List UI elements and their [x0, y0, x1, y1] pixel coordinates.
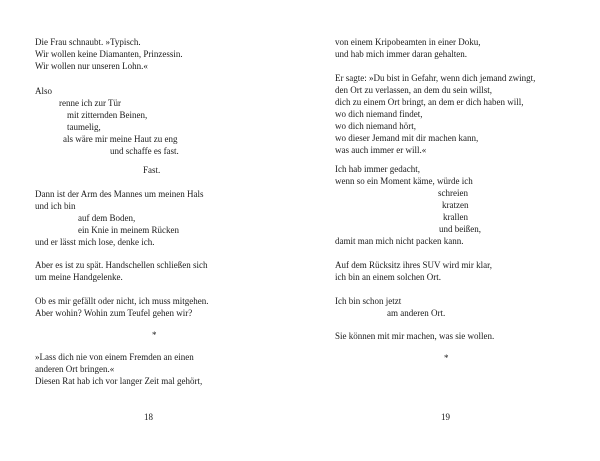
- text-line: Ich hab immer gedacht,: [335, 164, 420, 174]
- text-line: Auf dem Rücksitz ihres SUV wird mir klar,: [335, 260, 492, 270]
- text-line: den Ort zu verlassen, an dem du sein willst,: [335, 85, 492, 95]
- text-line: Dann ist der Arm des Mannes um meinen Hals: [35, 189, 204, 199]
- text-line: um meine Handgelenke.: [35, 272, 123, 282]
- text-line: Fast.: [143, 165, 161, 175]
- text-line: am anderen Ort.: [387, 308, 446, 318]
- text-line: Sie können mit mir machen, was sie wollen.: [335, 331, 495, 341]
- text-line: kratzen: [442, 200, 469, 210]
- section-break-asterisk: *: [152, 330, 157, 340]
- page-number: 18: [144, 412, 153, 422]
- text-line: was auch immer er will.«: [335, 145, 427, 155]
- text-line: und schaffe es fast.: [110, 146, 179, 156]
- text-line: Wir wollen nur unseren Lohn.«: [35, 61, 148, 71]
- section-break-asterisk: *: [444, 353, 449, 363]
- text-line: wo dich niemand hört,: [335, 121, 416, 131]
- text-line: Aber wohin? Wohin zum Teufel gehen wir?: [35, 308, 193, 318]
- text-line: anderen Ort bringen.«: [35, 364, 115, 374]
- text-line: Ich bin schon jetzt: [335, 296, 402, 306]
- text-line: auf dem Boden,: [78, 213, 136, 223]
- text-line: taumelig,: [67, 122, 101, 132]
- text-line: wenn so ein Moment käme, würde ich: [335, 176, 473, 186]
- text-line: und hab mich immer daran gehalten.: [335, 49, 467, 59]
- text-line: Ob es mir gefällt oder nicht, ich muss mitgehen.: [35, 296, 209, 306]
- text-line: ich bin an einem solchen Ort.: [335, 272, 441, 282]
- right-page: [300, 0, 600, 461]
- page-number: 19: [441, 412, 450, 422]
- text-line: »Lass dich nie von einem Fremden an einen: [35, 352, 194, 362]
- text-line: von einem Kripobeamten in einer Doku,: [335, 37, 481, 47]
- text-line: mit zitternden Beinen,: [67, 110, 148, 120]
- text-line: und ich bin: [35, 201, 76, 211]
- text-line: und er lässt mich lose, denke ich.: [35, 237, 155, 247]
- text-line: Wir wollen keine Diamanten, Prinzessin.: [35, 49, 183, 59]
- text-line: ein Knie in meinem Rücken: [78, 225, 179, 235]
- text-line: und beißen,: [439, 224, 481, 234]
- text-line: Die Frau schnaubt. »Typisch.: [35, 37, 141, 47]
- text-line: als wäre mir meine Haut zu eng: [63, 134, 178, 144]
- text-line: Aber es ist zu spät. Handschellen schließen sich: [35, 260, 208, 270]
- text-line: dich zu einem Ort bringt, an dem er dich haben will,: [335, 97, 524, 107]
- text-line: renne ich zur Tür: [59, 98, 122, 108]
- text-line: wo dieser Jemand mit dir machen kann,: [335, 133, 479, 143]
- text-line: Also: [35, 86, 53, 96]
- text-line: Er sagte: »Du bist in Gefahr, wenn dich jemand zwingt,: [335, 73, 536, 83]
- text-line: schreien: [438, 188, 468, 198]
- text-line: krallen: [443, 212, 468, 222]
- text-line: wo dich niemand findet,: [335, 109, 423, 119]
- text-line: damit man mich nicht packen kann.: [335, 236, 464, 246]
- text-line: Diesen Rat hab ich vor langer Zeit mal gehört,: [35, 376, 203, 386]
